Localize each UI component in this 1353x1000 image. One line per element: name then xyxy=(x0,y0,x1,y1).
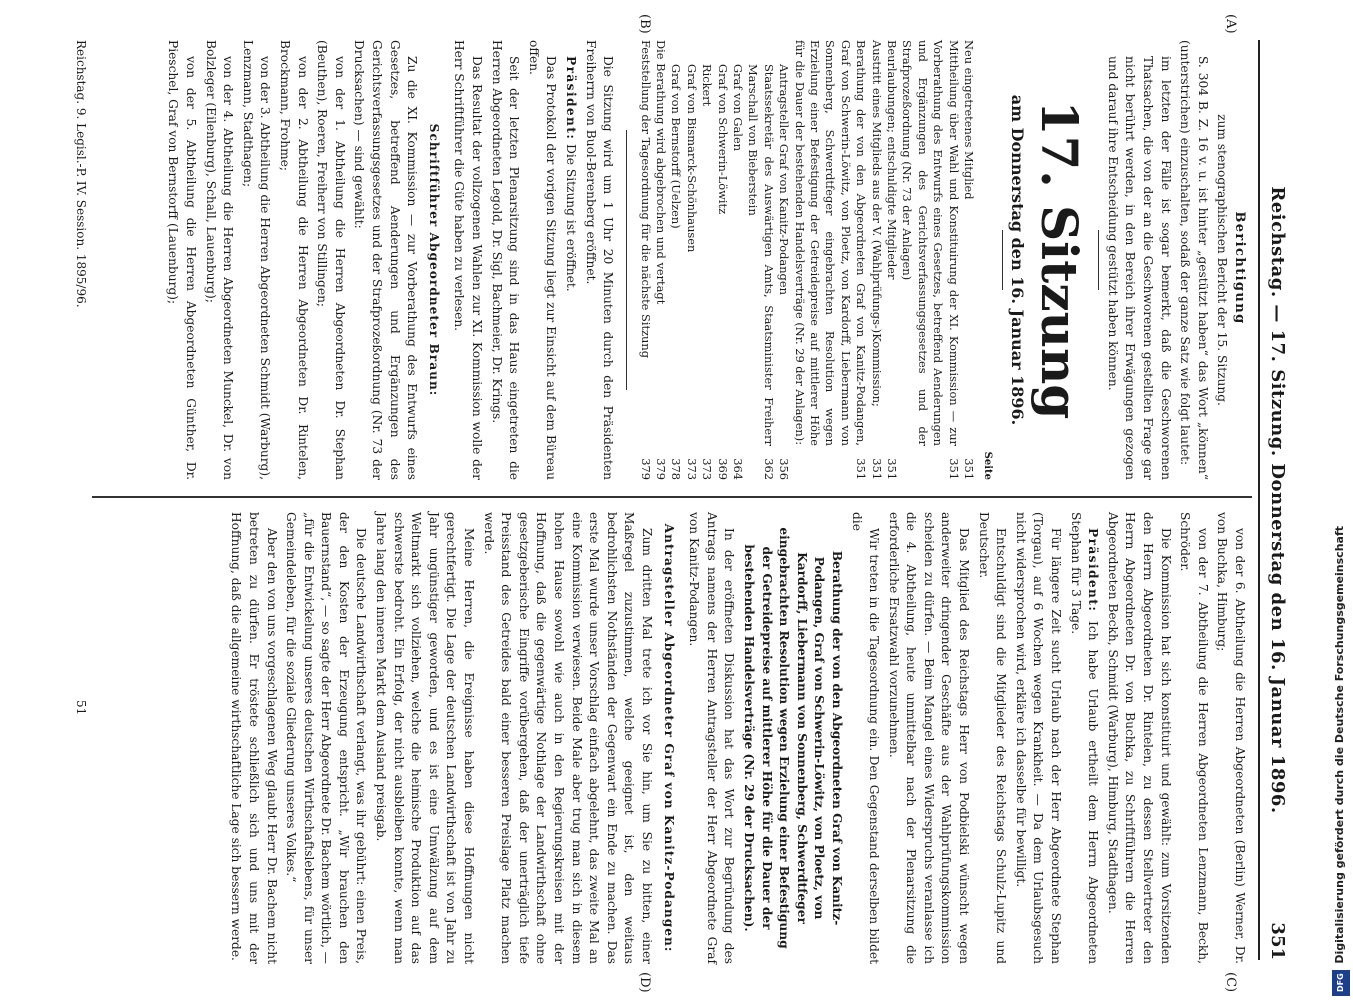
column-divider xyxy=(92,496,1252,498)
agenda-item-heading: Berathung der von den Abgeordneten Graf von Kanitz-Podangen, Graf von Schwerin-Löwitz, von Ploetz, von Kardorff, Liebermann von Sonnenberg, Schwerdtfeger eingebrachten Resolution wegen Erzielung einer Befestigung der Getreidepreise auf mittlerer Höhe für die Dauer der bestehenden Handelsverträge (Nr. 29 der Drucksachen). xyxy=(741,527,844,949)
toc-speaker: Staatssekretär des Auswärtigen Amts, Staatsminister Freiherr Marschall von Bieberstein 362 xyxy=(746,64,776,480)
berichtigung-quote: im letzten der Fälle ist sogar bemerkt, daß die Geschworenen Thatsachen, die von der an die Geschworenen gestellten Frage gar nicht berührt werden, in den Bereich ihrer Erwägungen gezogen und darauf ihre Entscheidung gestützt haben können. xyxy=(1105,56,1173,480)
footer-signature-number: 51 xyxy=(74,700,88,716)
toc-speaker: Graf von Schwerin-Löwitz 369 xyxy=(715,64,730,480)
toc-item: Berathung der von den Abgeordneten Graf von Kanitz-Podangen, Graf von Schwerin-Löwitz, von Ploetz, von Kardorff, Liebermann von Sonnenberg, Schwerdtfeger eingebrachten Resolution wegen Erzielung einer Befestigung der Getreidepreise auf mittlerer Höhe für die Dauer der bestehenden Handelsverträge (Nr. 29 der Anlagen): 351 xyxy=(792,40,869,480)
urlaub-paragraph: Für längere Zeit sucht Urlaub nach der Herr Abgeordnete Stephan (Torgau), auf 6 Wochen wegen Krankheit. — Da dem Urlaubsgesuch nicht widersprochen wird, erkläre ich dasselbe für bewilligt. xyxy=(1013,512,1064,964)
toc-item: Feststellung der Tagesordnung für die nächste Sitzung 379 xyxy=(638,40,653,480)
opening-paragraph: Die Sitzung wird um 1 Uhr 20 Minuten durch den Präsidenten Freiherrn von Buol-Berenberg eröffnet. xyxy=(583,40,616,480)
diskussion-paragraph: In der eröffneten Diskussion hat das Wort zur Begründung des Antrags namens der Herren Antragsteller der Herr Abgeordnete Graf von Kanitz-Podangen. xyxy=(687,512,737,964)
abteilung-entry: von der 4. Abtheilung die Herren Abgeordneten Munckel, Dr. von Bolzleger (Eilenburg), Schall, Lauenburg); xyxy=(203,40,236,480)
abteilung-entry: von der 2. Abtheilung die Herren Abgeordneten Dr. Rintelen, Brockmann, Frohme; xyxy=(278,40,310,480)
left-column xyxy=(162,40,1248,480)
session-date: am Donnerstag den 16. Januar 1896. xyxy=(1008,94,1028,426)
konstituirt-paragraph: Die Kommission hat sich konstituirt und gewählt: zum Vorsitzenden den Herrn Abgeordneten Dr. Rintelen, zu dessen Stellvertreter den Herrn Abgeordneten Dr. von Buchka, zu Schriftführern die Herren Abgeordneten Beckh, Schmidt (Warburg), Himburg, Stadthagen. xyxy=(1105,512,1173,964)
austritt-paragraph: Das Mitglied des Reichstags Herr von Podbielski wünscht wegen anderweiter dringender Geschäfte aus der Wahlprüfungskommission scheiden zu dürfen. — Beim Mangel eines Widerspruchs veranlasse ich die 4. Abtheilung, heute unmittelbar nach der Plenarsitzung die erforderliche Ersatzwahl vorzunehmen. xyxy=(886,512,972,964)
statement-text: Die Sitzung ist eröffnet. xyxy=(563,144,578,292)
speech-paragraph: Aber den von uns vorgeschlagenen Weg glaubt Herr Dr. Bachem nicht betreten zu dürfen. Er tröstete schließlich sich und uns mit der Hoffnung, daß die allgemeine wirthschaftliche Lage sich bessern werde. xyxy=(229,512,279,964)
toc-item: Die Berathung wird abgebrochen und vertagt 379 xyxy=(653,40,668,480)
toc-page-header: Seite xyxy=(981,451,993,480)
abteilung-entry: von der 7. Abtheilung die Herren Abgeordneten Lenzmann, Beckh, Schröder. xyxy=(1178,512,1210,964)
running-head xyxy=(1258,40,1290,960)
margin-letter-c: (C) xyxy=(1223,972,1238,993)
tagesordnung-paragraph: Wir treten in die Tagesordnung ein. Den Gegenstand derselben bildet die xyxy=(849,512,882,964)
abteilung-entry: von der 1. Abtheilung die Herren Abgeordneten Dr. Stephan (Beuthen), Roeren, Freiherr von Stillingen; xyxy=(315,40,347,480)
president-statement xyxy=(561,40,579,480)
running-head-title: Reichstag. — 17. Sitzung. Donnerstag den 16. Januar 1896. xyxy=(1267,186,1288,814)
statement-text: Ich habe Urlaub ertheilt dem Herrn Abgeordneten Stephan für 3 Tage. xyxy=(1068,512,1101,964)
toc-speaker: Graf von Galen 364 xyxy=(730,64,745,480)
president-statement xyxy=(1066,512,1101,964)
speaker-heading: Schriftführer Abgeordneter Braun: xyxy=(426,123,441,397)
toc-speaker: Graf von Bismarck-Schönhausen 373 xyxy=(684,64,699,480)
toc-item: Austritt eines Mitglieds aus der V. (Wahlprüfungs-)Kommission; 351 xyxy=(869,40,884,480)
session-title: 17. Sitzung xyxy=(1030,100,1090,420)
speaker-label: Präsident: xyxy=(563,56,578,141)
result-paragraph: Das Resultat der vollzogenen Wahlen zur XI. Kommission wolle der Herr Schriftführer die Güte haben zu verlesen. xyxy=(452,40,484,480)
margin-letter-a: (A) xyxy=(1223,14,1238,34)
berichtigung-title: Berichtigung xyxy=(1232,211,1247,325)
dfg-logo-icon: DFG xyxy=(1332,970,1350,996)
protokoll-paragraph: Das Protokoll der vorigen Sitzung liegt zur Einsicht auf dem Büreau offen. xyxy=(526,40,559,480)
toc-speaker: Antragsteller Graf von Kanitz-Podangen 356 xyxy=(777,64,792,480)
footer-session-info: Reichstag. 9. Legisl.-P. IV. Session. 1895/96. xyxy=(74,40,88,308)
berichtigung-subtitle: zum stenographischen Bericht der 15. Sitzung. xyxy=(1215,114,1230,406)
berichtigung-text: S. 304 B. Z. 16 v. u. ist hinter „gestützt haben“ das Wort „können“ (unterstrichen) einzuschalten, sodaß der ganze Satz wie folgt lautet: xyxy=(1178,40,1210,480)
speaker-label: Präsident: xyxy=(1086,528,1101,613)
separator-rule xyxy=(1098,230,1099,290)
toc-speaker: Rickert 373 xyxy=(700,64,715,480)
speech-paragraph: Zum dritten Mal trete ich vor Sie hin, um Sie zu bitten, einer Maßregel zuzustimmen, welche geeignet ist, den weitaus bedrohlichsten Nothständen der Gegenwart ein Ende zu machen. Das erste Mal wurde unser Vorschlag einfach abgelehnt, das zweite Mal an eine Kommission verwiesen. Beide Male aber trug man sich in diesem hohen Hause sowohl wie auch in den Regierungskreisen mit der Hoffnung, daß die gegenwärtige Nothlage der Landwirthschaft ohne gesetzgeberische Eingriffe vorübergehen, daß der unerträglich tiefe Preisstand des Getreides bald einer besseren Preislage Platz machen werde. xyxy=(481,512,654,964)
separator-rule xyxy=(1002,230,1003,290)
right-column xyxy=(225,512,1248,964)
toc-item: Mittheilung über Wahl und Konstituirung der XI. Kommission — zur Vorberathung des Entwurfs eines Gesetzes, betreffend Aenderungen und Ergänzungen des Gerichtsverfassungsgesetzes und der Strafprozeßordnung (Nr. 73 der Anlagen) 351 xyxy=(900,40,961,480)
new-members-paragraph: Seit der letzten Plenarsitzung sind in das Haus eingetreten die Herren Abgeordneten Legold, Dr. Sigl, Bachmeier, Dr. Krings. xyxy=(489,40,522,480)
abteilung-entry: von der 6. Abtheilung die Herren Abgeordneten (Berlin) Werner, Dr. von Buchka, Himburg; xyxy=(1215,512,1247,964)
kommission-intro: Zu die XI. Kommission — zur Vorberathung des Entwurfs eines Gesetzes, betreffend Aenderungen und Ergänzungen des Gerichtsverfassungsgesetzes und der Strafprozeßordnung (Nr. 73 der Drucksachen) — sind gewählt: xyxy=(352,40,420,480)
speech-paragraph: Meine Herren, die Ereignisse haben diese Hoffnungen nicht gerechtfertigt. Die Lage der deutschen Landwirthschaft ist von Jahr zu Jahr ungünstiger geworden, und es ist eine Umwälzung auf dem Weltmarkt sich vollziehen, welche die heimische Produktion auf das schwerste bedroht. Ein Erfolg, der nicht ausbleiben konnte, wenn man Jahre lang den inneren Markt dem Ausland preisgab. xyxy=(374,512,477,964)
toc-item: Beurlaubungen; entschuldigte Mitglieder 351 xyxy=(885,40,900,480)
toc-speaker: Graf von Bernstorff (Uelzen) 378 xyxy=(669,64,684,480)
margin-letter-d: (D) xyxy=(637,972,652,993)
toc-item: Neu eingetretenes Mitglied 351 xyxy=(962,40,977,480)
entschuldigt-paragraph: Entschuldigt sind die Mitglieder des Reichstags Schulz-Lupitz und Deutscher. xyxy=(976,512,1009,964)
abteilung-entry: von der 3. Abtheilung die Herren Abgeordneten Schmidt (Warburg), Lenzmann, Stadthagen; xyxy=(240,40,273,480)
margin-letter-b: (B) xyxy=(637,14,652,34)
abteilung-entry: von der 5. Abtheilung die Herren Abgeordneten Günther, Dr. Pieschel, Graf von Bernstorff (Lauenburg); xyxy=(166,40,199,480)
separator-rule xyxy=(626,130,627,390)
speech-paragraph: Die deutsche Landwirthschaft verlangt, was ihr gebührt: einen Preis, der den Kosten der Erzeugung entspricht. „Wir brauchen den Bauernstand“, — so sagte der Herr Abgeordnete Dr. Bachem wörtlich, — „für die Entwickelung unseres deutschen Wirthschaftslebens, für unser Gemeindeleben, für die soziale Gliederung unseres Volkes.“ xyxy=(284,512,369,964)
page-number: 351 xyxy=(1267,922,1288,960)
digitization-credit xyxy=(1329,0,1353,1000)
credit-text: Digitalisierung gefördert durch die Deutsche Forschungsgemeinschaft xyxy=(1333,526,1346,964)
table-of-contents xyxy=(637,40,976,480)
speaker-heading: Antragsteller Abgeordneter Graf von Kanitz-Podangen: xyxy=(661,523,676,953)
